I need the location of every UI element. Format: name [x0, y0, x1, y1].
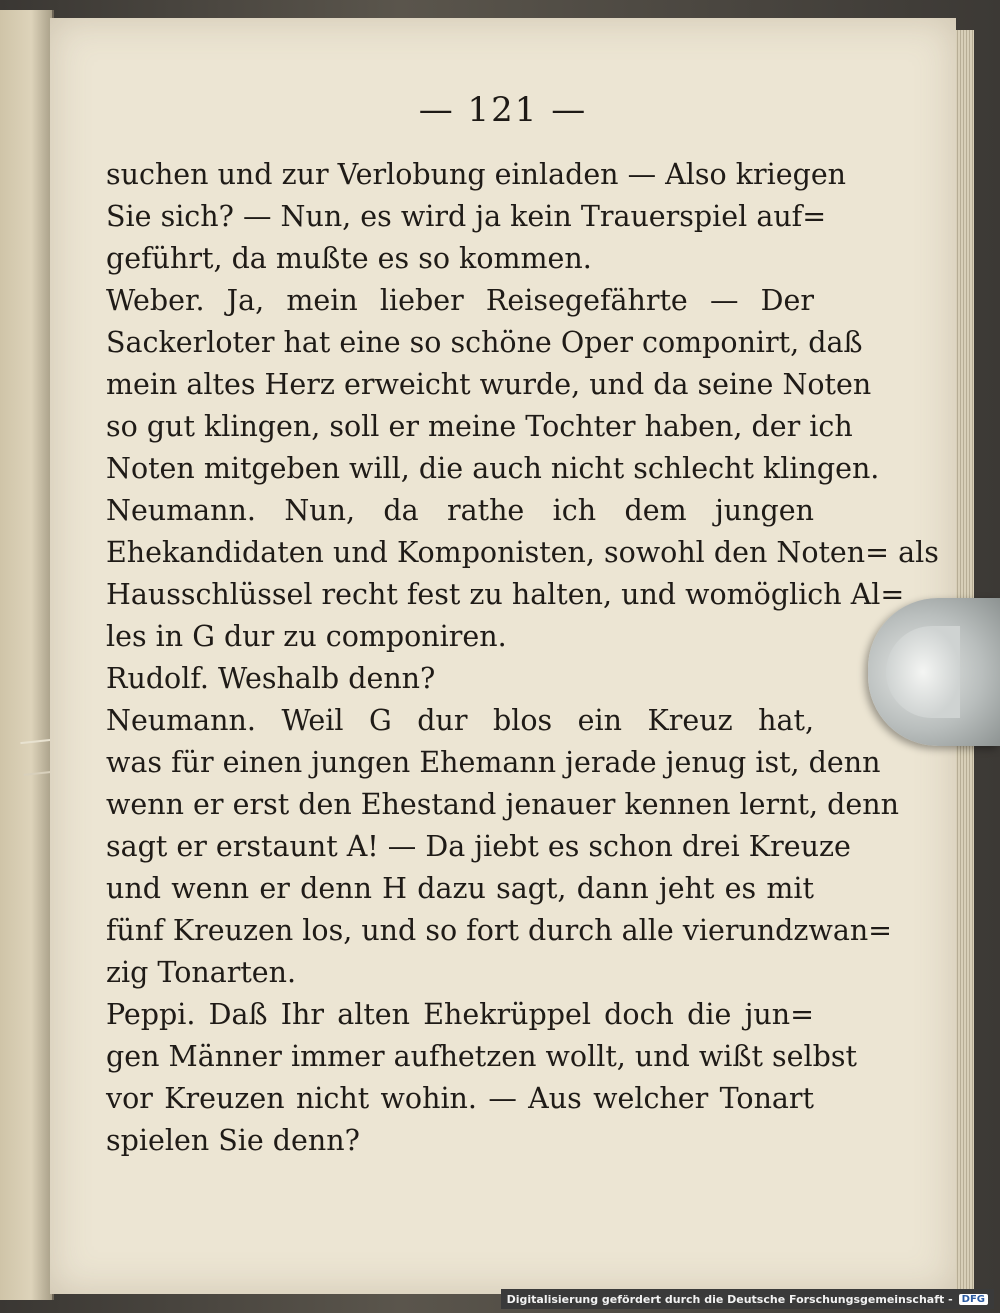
text-line: spielen Sie denn? — [106, 1124, 360, 1157]
text-line: was für einen jungen Ehemann jerade jenug ist, denn — [106, 746, 881, 779]
text-line: sagt er erstaunt A! — Da jiebt es schon drei Kreuze — [106, 830, 851, 863]
text-line: geführt, da mußte es so kommen. — [106, 242, 592, 275]
text-line: Ehekandidaten und Komponisten, sowohl den Noten= als — [106, 536, 939, 569]
left-page-edge — [0, 10, 54, 1300]
text-line: Hausschlüssel recht fest zu halten, und womöglich Al= — [106, 578, 905, 611]
footer-text: Digitalisierung gefördert durch die Deutsche Forschungsgemeinschaft - — [506, 1292, 953, 1306]
text-line: so gut klingen, soll er meine Tochter haben, der ich — [106, 410, 853, 443]
speaker-line: Peppi. Daß Ihr alten Ehekrüppel doch die jun= — [106, 998, 814, 1031]
speaker-line: Neumann. Weil G dur blos ein Kreuz hat, — [106, 704, 814, 737]
text-line: mein altes Herz erweicht wurde, und da seine Noten — [106, 368, 872, 401]
text-line: gen Männer immer aufhetzen wollt, und wißt selbst — [106, 1040, 857, 1073]
text-line: Noten mitgeben will, die auch nicht schlecht klingen. — [106, 452, 880, 485]
text-line: vor Kreuzen nicht wohin. — Aus welcher Tonart — [106, 1082, 814, 1115]
text-line: les in G dur zu componiren. — [106, 620, 507, 653]
speaker-line: Neumann. Nun, da rathe ich dem jungen — [106, 494, 814, 527]
page-text — [106, 154, 939, 1162]
text-line: Sie sich? — Nun, es wird ja kein Trauerspiel auf= — [106, 200, 827, 233]
page-clip-highlight — [886, 626, 960, 718]
text-line: fünf Kreuzen los, und so fort durch alle vierundzwan= — [106, 914, 893, 947]
text-line: Sackerloter hat eine so schöne Oper componirt, daß — [106, 326, 863, 359]
page-number: — 121 — — [418, 90, 588, 130]
text-line: suchen und zur Verlobung einladen — Also kriegen — [106, 158, 847, 191]
page-clip — [868, 598, 1000, 746]
speaker-line: Weber. Ja, mein lieber Reisegefährte — Der — [106, 284, 814, 317]
text-line: wenn er erst den Ehestand jenauer kennen lernt, denn — [106, 788, 899, 821]
digitization-footer — [501, 1289, 994, 1309]
speaker-line: Rudolf. Weshalb denn? — [106, 662, 436, 695]
text-line: und wenn er denn H dazu sagt, dann jeht es mit — [106, 872, 814, 905]
dfg-logo: DFG — [959, 1294, 988, 1305]
text-line: zig Tonarten. — [106, 956, 297, 989]
book-page — [50, 18, 956, 1294]
